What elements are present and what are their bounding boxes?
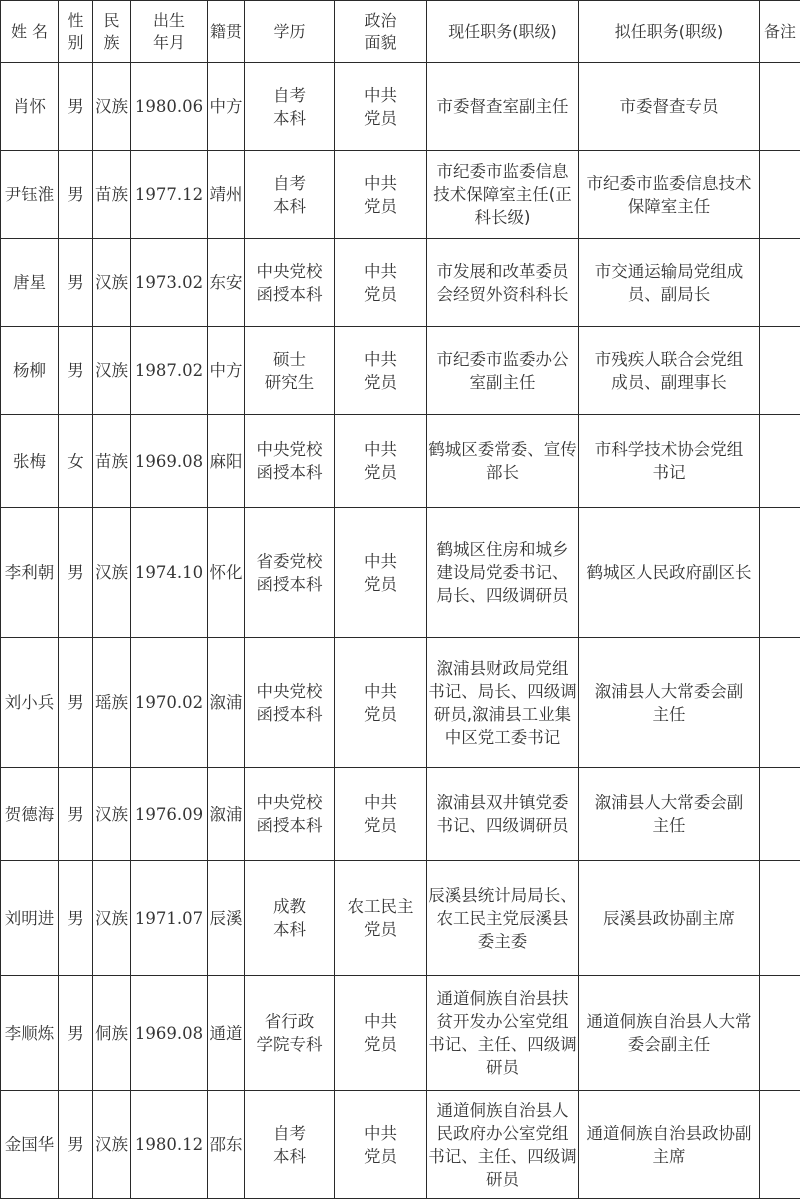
cell-remarks: [760, 239, 800, 327]
table-row: [1, 239, 800, 327]
header-row: [1, 1, 800, 63]
table-row: [1, 638, 800, 768]
cell-proposed-position: 市科学技术协会党组 书记: [579, 415, 760, 508]
cell-proposed-position: 通道侗族自治县人大常 委会副主任: [579, 976, 760, 1091]
cell-education: 中央党校 函授本科: [245, 415, 335, 508]
cell-gender: 男: [59, 151, 93, 239]
cell-name: 李顺炼: [1, 976, 59, 1091]
cell-education: 成教 本科: [245, 861, 335, 976]
cell-proposed-position: 市纪委市监委信息技术 保障室主任: [579, 151, 760, 239]
cell-education: 省行政 学院专科: [245, 976, 335, 1091]
cell-ethnicity: 汉族: [93, 327, 131, 415]
cell-remarks: [760, 976, 800, 1091]
cell-current-position: 鹤城区住房和城乡 建设局党委书记、 局长、四级调研员: [427, 508, 579, 638]
header-ethnicity: 民 族: [93, 1, 131, 63]
cell-education: 中央党校 函授本科: [245, 768, 335, 861]
cell-ethnicity: 汉族: [93, 768, 131, 861]
cell-birth: 1971.07: [131, 861, 208, 976]
cell-ethnicity: 汉族: [93, 239, 131, 327]
cell-education: 省委党校 函授本科: [245, 508, 335, 638]
cell-remarks: [760, 638, 800, 768]
cell-education: 自考 本科: [245, 151, 335, 239]
header-current-position: 现任职务(职级): [427, 1, 579, 63]
cell-name: 刘明进: [1, 861, 59, 976]
header-political: 政治 面貌: [335, 1, 427, 63]
header-remarks: 备注: [760, 1, 800, 63]
cell-native: 邵东: [208, 1091, 245, 1199]
cell-education: 中央党校 函授本科: [245, 638, 335, 768]
table-row: [1, 976, 800, 1091]
cell-ethnicity: 苗族: [93, 151, 131, 239]
cell-current-position: 市发展和改革委员 会经贸外资科科长: [427, 239, 579, 327]
cell-political: 中共 党员: [335, 239, 427, 327]
cell-remarks: [760, 151, 800, 239]
cell-education: 自考 本科: [245, 63, 335, 151]
cell-political: 中共 党员: [335, 415, 427, 508]
cell-name: 尹钰淮: [1, 151, 59, 239]
cell-native: 溆浦: [208, 768, 245, 861]
cell-current-position: 溆浦县双井镇党委 书记、四级调研员: [427, 768, 579, 861]
cell-political: 中共 党员: [335, 508, 427, 638]
cell-ethnicity: 汉族: [93, 508, 131, 638]
cell-political: 中共 党员: [335, 638, 427, 768]
cell-current-position: 通道侗族自治县扶 贫开发办公室党组 书记、主任、四级调 研员: [427, 976, 579, 1091]
cell-native: 怀化: [208, 508, 245, 638]
cell-gender: 男: [59, 63, 93, 151]
cell-native: 麻阳: [208, 415, 245, 508]
cell-name: 肖怀: [1, 63, 59, 151]
cell-remarks: [760, 415, 800, 508]
table-row: [1, 151, 800, 239]
cell-gender: 男: [59, 508, 93, 638]
cell-ethnicity: 汉族: [93, 1091, 131, 1199]
cell-remarks: [760, 63, 800, 151]
cell-name: 刘小兵: [1, 638, 59, 768]
cell-remarks: [760, 327, 800, 415]
cell-name: 金国华: [1, 1091, 59, 1199]
cell-ethnicity: 瑶族: [93, 638, 131, 768]
cell-birth: 1980.12: [131, 1091, 208, 1199]
cell-native: 靖州: [208, 151, 245, 239]
cell-political: 中共 党员: [335, 768, 427, 861]
cell-ethnicity: 汉族: [93, 861, 131, 976]
cell-native: 中方: [208, 63, 245, 151]
cell-political: 中共 党员: [335, 327, 427, 415]
cell-name: 唐星: [1, 239, 59, 327]
cell-proposed-position: 市交通运输局党组成 员、副局长: [579, 239, 760, 327]
cell-gender: 男: [59, 768, 93, 861]
cell-remarks: [760, 861, 800, 976]
cell-native: 溆浦: [208, 638, 245, 768]
table-row: [1, 415, 800, 508]
cell-proposed-position: 市残疾人联合会党组 成员、副理事长: [579, 327, 760, 415]
cell-birth: 1974.10: [131, 508, 208, 638]
cell-name: 李利朝: [1, 508, 59, 638]
table-row: [1, 327, 800, 415]
cell-native: 辰溪: [208, 861, 245, 976]
cell-gender: 女: [59, 415, 93, 508]
cell-ethnicity: 苗族: [93, 415, 131, 508]
cell-gender: 男: [59, 861, 93, 976]
header-birth: 出生 年月: [131, 1, 208, 63]
cell-current-position: 溆浦县财政局党组 书记、局长、四级调 研员,溆浦县工业集 中区党工委书记: [427, 638, 579, 768]
cell-name: 杨柳: [1, 327, 59, 415]
cell-proposed-position: 溆浦县人大常委会副 主任: [579, 768, 760, 861]
header-native: 籍贯: [208, 1, 245, 63]
cell-birth: 1977.12: [131, 151, 208, 239]
cell-education: 硕士 研究生: [245, 327, 335, 415]
cell-proposed-position: 辰溪县政协副主席: [579, 861, 760, 976]
cell-ethnicity: 侗族: [93, 976, 131, 1091]
cell-birth: 1973.02: [131, 239, 208, 327]
cell-political: 中共 党员: [335, 151, 427, 239]
cell-political: 中共 党员: [335, 1091, 427, 1199]
cell-birth: 1976.09: [131, 768, 208, 861]
cell-gender: 男: [59, 1091, 93, 1199]
cell-current-position: 市纪委市监委办公 室副主任: [427, 327, 579, 415]
cell-birth: 1969.08: [131, 415, 208, 508]
table-row: [1, 1091, 800, 1199]
cell-name: 贺德海: [1, 768, 59, 861]
table-row: [1, 508, 800, 638]
cell-proposed-position: 鹤城区人民政府副区长: [579, 508, 760, 638]
cell-current-position: 鹤城区委常委、宣传 部长: [427, 415, 579, 508]
cell-remarks: [760, 768, 800, 861]
cell-education: 中央党校 函授本科: [245, 239, 335, 327]
cell-proposed-position: 通道侗族自治县政协副 主席: [579, 1091, 760, 1199]
cell-gender: 男: [59, 976, 93, 1091]
cell-proposed-position: 市委督查专员: [579, 63, 760, 151]
cell-political: 中共 党员: [335, 976, 427, 1091]
header-education: 学历: [245, 1, 335, 63]
roster-body: [1, 63, 800, 1199]
cell-education: 自考 本科: [245, 1091, 335, 1199]
header-name: 姓 名: [1, 1, 59, 63]
cell-remarks: [760, 1091, 800, 1199]
cell-native: 东安: [208, 239, 245, 327]
header-proposed-position: 拟任职务(职级): [579, 1, 760, 63]
cell-native: 中方: [208, 327, 245, 415]
cell-current-position: 市纪委市监委信息 技术保障室主任(正 科长级): [427, 151, 579, 239]
cell-gender: 男: [59, 327, 93, 415]
cell-political: 中共 党员: [335, 63, 427, 151]
cell-birth: 1970.02: [131, 638, 208, 768]
cell-remarks: [760, 508, 800, 638]
cell-name: 张梅: [1, 415, 59, 508]
table-row: [1, 63, 800, 151]
cell-birth: 1969.08: [131, 976, 208, 1091]
cell-current-position: 市委督查室副主任: [427, 63, 579, 151]
table-row: [1, 861, 800, 976]
header-gender: 性 别: [59, 1, 93, 63]
table-row: [1, 768, 800, 861]
cell-native: 通道: [208, 976, 245, 1091]
cell-gender: 男: [59, 638, 93, 768]
cell-birth: 1980.06: [131, 63, 208, 151]
cell-ethnicity: 汉族: [93, 63, 131, 151]
cell-current-position: 通道侗族自治县人 民政府办公室党组 书记、主任、四级调 研员: [427, 1091, 579, 1199]
cell-birth: 1987.02: [131, 327, 208, 415]
cell-proposed-position: 溆浦县人大常委会副 主任: [579, 638, 760, 768]
cell-current-position: 辰溪县统计局局长、 农工民主党辰溪县 委主委: [427, 861, 579, 976]
cell-gender: 男: [59, 239, 93, 327]
cell-political: 农工民主 党员: [335, 861, 427, 976]
